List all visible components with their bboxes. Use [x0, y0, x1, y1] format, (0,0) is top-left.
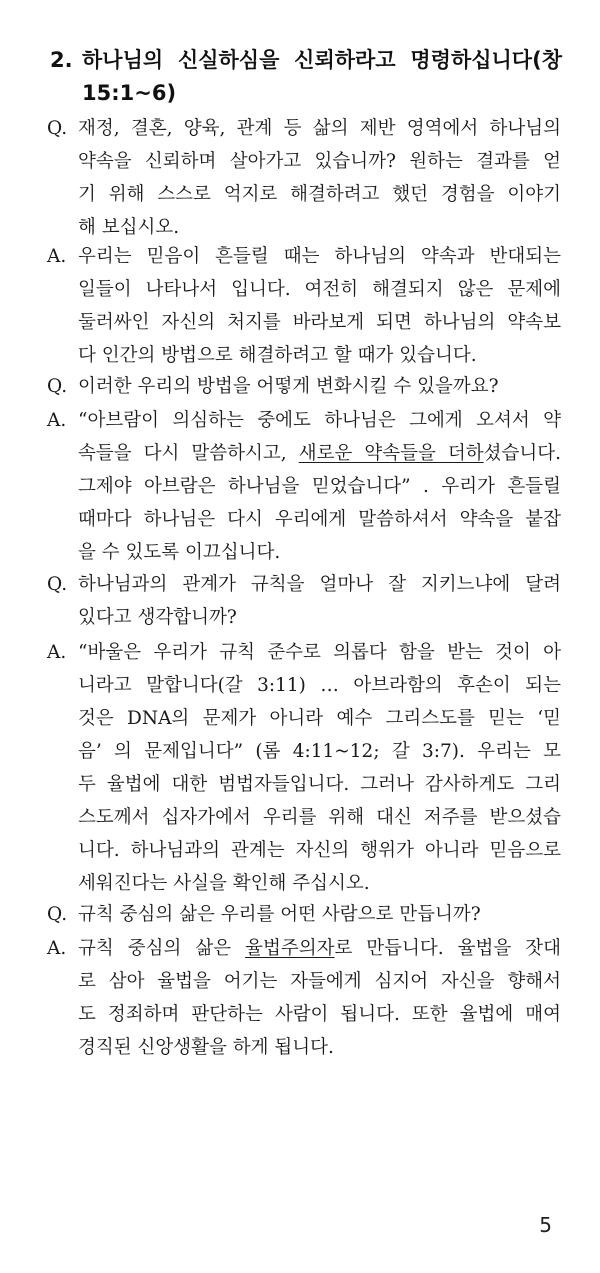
- question-4: [47, 898, 561, 931]
- text-line: 두 율법에 대한 범법자들입니다. 그러나 감사하게도 그리: [78, 774, 561, 795]
- text-line: 해 보십시오.: [78, 217, 180, 238]
- text-line: “아브람이 의심하는 중에도 하나님은 그에게 오셔서 약: [78, 410, 561, 431]
- text-line: 우리는 믿음이 흔들릴 때는 하나님의 약속과 반대되는: [78, 246, 561, 267]
- text-line: “바울은 우리가 규칙 준수로 의롭다 함을 받는 것이 아: [78, 642, 561, 663]
- page-number: 5: [539, 1213, 552, 1237]
- answer-3: [47, 636, 561, 900]
- text-line: 세워진다는 사실을 확인해 주십시오.: [78, 873, 370, 894]
- answer-2: [47, 404, 561, 569]
- text-line: 하나님과의 관계가 규칙을 얼마나 잘 지키느냐에 달려: [78, 574, 561, 595]
- section-heading: [50, 44, 562, 110]
- question-2: [47, 370, 561, 403]
- heading-word-4: 명령하십니다(창: [410, 48, 562, 72]
- text-line: 스도께서 십자가에서 우리를 위해 대신 저주를 받으셨습: [78, 807, 561, 828]
- text-line: 도 정죄하며 판단하는 사람이 됩니다. 또한 율법에 매여: [78, 1004, 561, 1025]
- underlined-phrase: 새로운 약속들을 더하: [298, 443, 484, 464]
- text-line: 을 수 있도록 이끄십니다.: [78, 542, 281, 563]
- text-line: 경직된 신앙생활을 하게 됩니다.: [78, 1037, 334, 1058]
- text-line: 그제야 아브람은 하나님을 믿었습니다” . 우리가 흔들릴: [78, 476, 561, 497]
- answer-label: A.: [47, 246, 67, 267]
- heading-word-3: 신뢰하라고: [294, 48, 396, 72]
- text-line: [78, 437, 561, 470]
- question-1: [47, 112, 561, 244]
- text-line: 기 위해 스스로 억지로 해결하려고 했던 경험을 이야기: [78, 184, 561, 205]
- text-line: 니라고 말합니다(갈 3:11) … 아브라함의 후손이 되는: [78, 675, 561, 696]
- question-label: Q.: [47, 904, 68, 925]
- question-label: Q.: [47, 118, 68, 139]
- text-line: 이러한 우리의 방법을 어떻게 변화시킬 수 있을까요?: [78, 376, 499, 397]
- answer-label: A.: [47, 642, 67, 663]
- answer-1: [47, 240, 561, 372]
- text-line: 때마다 하나님은 다시 우리에게 말씀하셔서 약속을 붙잡: [78, 509, 561, 530]
- text-segment: 규칙 중심의 삶은: [78, 938, 246, 959]
- question-label: Q.: [47, 574, 68, 595]
- heading-word-1: 하나님의: [82, 48, 164, 72]
- heading-number: 2.: [50, 48, 73, 72]
- heading-line-2: 15:1~6): [82, 81, 177, 105]
- heading-word-2: 신실하심을: [177, 48, 280, 72]
- text-line: 로 삼아 율법을 어기는 자들에게 심지어 자신을 향해서: [78, 971, 561, 992]
- text-line: 있다고 생각합니까?: [78, 607, 237, 628]
- answer-4: [47, 932, 561, 1064]
- answer-label: A.: [47, 410, 67, 431]
- heading-line-1: [50, 44, 562, 77]
- text-line: 둘러싸인 자신의 처지를 바라보게 되면 하나님의 약속보: [78, 312, 561, 333]
- text-line: 니다. 하나님과의 관계는 자신의 행위가 아니라 믿음으로: [78, 840, 561, 861]
- text-line: 일들이 나타나서 입니다. 여전히 해결되지 않은 문제에: [78, 279, 561, 300]
- question-label: Q.: [47, 376, 68, 397]
- text-segment: 속들을 다시 말씀하시고,: [78, 443, 299, 464]
- text-line: 약속을 신뢰하며 살아가고 있습니까? 원하는 결과를 얻: [78, 151, 561, 172]
- answer-label: A.: [47, 938, 67, 959]
- text-line: 것은 DNA의 문제가 아니라 예수 그리스도를 믿는 ‘믿: [78, 708, 561, 729]
- underlined-phrase: 율법주의자: [245, 938, 335, 959]
- text-line: [78, 932, 561, 965]
- text-line: 규칙 중심의 삶은 우리를 어떤 사람으로 만듭니까?: [78, 904, 481, 925]
- text-line: 음’ 의 문제입니다” (롬 4:11~12; 갈 3:7). 우리는 모: [78, 741, 561, 762]
- text-segment: 로 만듭니다. 율법을 잣대: [334, 938, 561, 959]
- text-line: 다 인간의 방법으로 해결하려고 할 때가 있습니다.: [78, 345, 477, 366]
- text-line: 재정, 결혼, 양육, 관계 등 삶의 제반 영역에서 하나님의: [78, 118, 561, 139]
- question-3: [47, 568, 561, 634]
- text-segment: 셨습니다.: [483, 443, 561, 464]
